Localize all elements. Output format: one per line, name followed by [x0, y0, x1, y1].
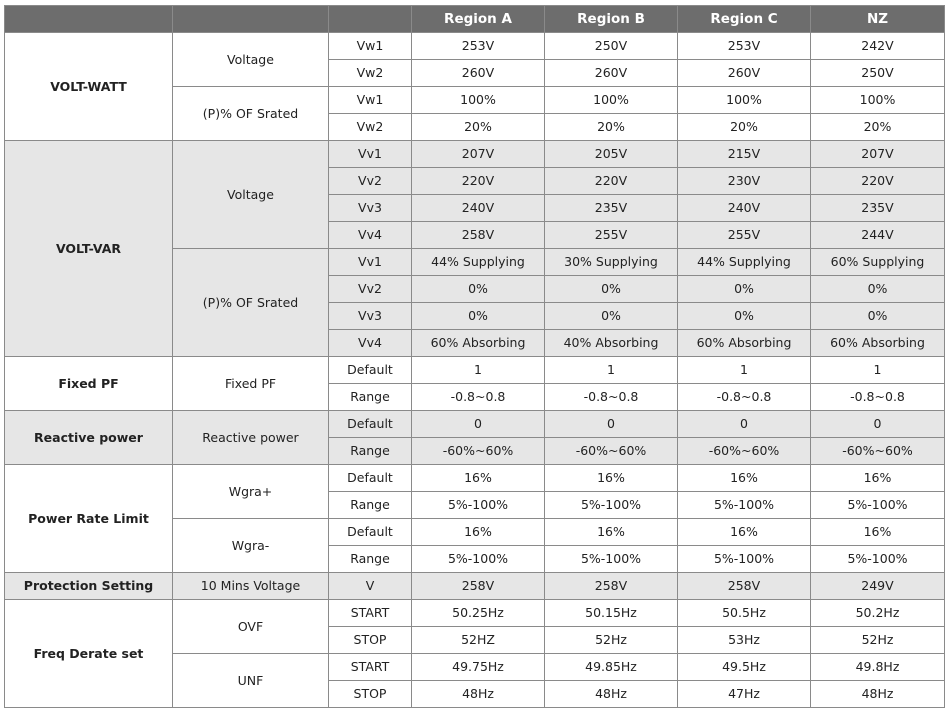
value-cell: 49.75Hz — [412, 654, 545, 681]
value-cell: 16% — [811, 465, 945, 492]
value-cell: 0 — [811, 411, 945, 438]
param-cell: Default — [329, 357, 412, 384]
value-cell: 100% — [545, 87, 678, 114]
table-row — [5, 411, 945, 438]
value-cell: 30% Supplying — [545, 249, 678, 276]
param-cell: STOP — [329, 627, 412, 654]
value-cell: 0% — [412, 303, 545, 330]
param-cell: START — [329, 654, 412, 681]
header-blank-cell — [329, 6, 412, 33]
value-cell: -0.8~0.8 — [678, 384, 811, 411]
group-label: (P)% OF Srated — [173, 87, 329, 141]
value-cell: 60% Absorbing — [678, 330, 811, 357]
section-label: VOLT-WATT — [5, 33, 173, 141]
value-cell: 240V — [678, 195, 811, 222]
table-body — [5, 33, 945, 708]
header-region-b: Region B — [545, 6, 678, 33]
value-cell: 253V — [678, 33, 811, 60]
value-cell: 16% — [545, 465, 678, 492]
section-label: Freq Derate set — [5, 600, 173, 708]
param-cell: Default — [329, 465, 412, 492]
value-cell: 52Hz — [545, 627, 678, 654]
value-cell: 260V — [678, 60, 811, 87]
value-cell: 50.5Hz — [678, 600, 811, 627]
value-cell: -0.8~0.8 — [412, 384, 545, 411]
group-label: Fixed PF — [173, 357, 329, 411]
section-label: Fixed PF — [5, 357, 173, 411]
group-label: OVF — [173, 600, 329, 654]
value-cell: 44% Supplying — [678, 249, 811, 276]
param-cell: Vw1 — [329, 87, 412, 114]
param-cell: Vv3 — [329, 195, 412, 222]
param-cell: V — [329, 573, 412, 600]
value-cell: 0% — [545, 276, 678, 303]
param-cell: Vw2 — [329, 60, 412, 87]
value-cell: 1 — [678, 357, 811, 384]
value-cell: 20% — [678, 114, 811, 141]
value-cell: 5%-100% — [678, 546, 811, 573]
section-label: Reactive power — [5, 411, 173, 465]
header-region-a: Region A — [412, 6, 545, 33]
value-cell: 20% — [545, 114, 678, 141]
value-cell: -0.8~0.8 — [545, 384, 678, 411]
value-cell: 253V — [412, 33, 545, 60]
param-cell: Vv2 — [329, 276, 412, 303]
value-cell: 48Hz — [545, 681, 678, 708]
value-cell: 207V — [811, 141, 945, 168]
value-cell: 52HZ — [412, 627, 545, 654]
value-cell: 48Hz — [412, 681, 545, 708]
value-cell: 250V — [811, 60, 945, 87]
value-cell: 49.85Hz — [545, 654, 678, 681]
value-cell: 50.25Hz — [412, 600, 545, 627]
value-cell: 52Hz — [811, 627, 945, 654]
section-label: Power Rate Limit — [5, 465, 173, 573]
value-cell: 47Hz — [678, 681, 811, 708]
value-cell: 48Hz — [811, 681, 945, 708]
value-cell: 60% Absorbing — [412, 330, 545, 357]
value-cell: 255V — [545, 222, 678, 249]
value-cell: 220V — [412, 168, 545, 195]
header-blank-cell — [173, 6, 329, 33]
header-blank-cell — [5, 6, 173, 33]
value-cell: -0.8~0.8 — [811, 384, 945, 411]
header-row — [5, 6, 945, 33]
value-cell: 5%-100% — [811, 492, 945, 519]
value-cell: 255V — [678, 222, 811, 249]
value-cell: 100% — [412, 87, 545, 114]
param-cell: Vw1 — [329, 33, 412, 60]
value-cell: 249V — [811, 573, 945, 600]
value-cell: 0% — [811, 303, 945, 330]
value-cell: 20% — [811, 114, 945, 141]
value-cell: 60% Supplying — [811, 249, 945, 276]
value-cell: 250V — [545, 33, 678, 60]
table-row — [5, 573, 945, 600]
value-cell: 207V — [412, 141, 545, 168]
value-cell: 60% Absorbing — [811, 330, 945, 357]
value-cell: 5%-100% — [545, 492, 678, 519]
value-cell: 235V — [545, 195, 678, 222]
value-cell: 0% — [811, 276, 945, 303]
value-cell: 50.15Hz — [545, 600, 678, 627]
value-cell: 16% — [545, 519, 678, 546]
value-cell: 260V — [545, 60, 678, 87]
value-cell: 0% — [678, 276, 811, 303]
value-cell: 220V — [545, 168, 678, 195]
value-cell: 220V — [811, 168, 945, 195]
param-cell: START — [329, 600, 412, 627]
value-cell: 100% — [678, 87, 811, 114]
group-label: UNF — [173, 654, 329, 708]
value-cell: 49.8Hz — [811, 654, 945, 681]
value-cell: 260V — [412, 60, 545, 87]
value-cell: 240V — [412, 195, 545, 222]
table-row — [5, 600, 945, 627]
group-label: Voltage — [173, 141, 329, 249]
value-cell: 258V — [412, 573, 545, 600]
param-cell: Default — [329, 519, 412, 546]
value-cell: 44% Supplying — [412, 249, 545, 276]
param-cell: Vv2 — [329, 168, 412, 195]
value-cell: 235V — [811, 195, 945, 222]
param-cell: Vv4 — [329, 330, 412, 357]
value-cell: 5%-100% — [811, 546, 945, 573]
value-cell: 53Hz — [678, 627, 811, 654]
value-cell: 0% — [545, 303, 678, 330]
value-cell: 40% Absorbing — [545, 330, 678, 357]
table-row — [5, 33, 945, 60]
value-cell: 16% — [412, 519, 545, 546]
value-cell: 5%-100% — [412, 492, 545, 519]
value-cell: 0 — [412, 411, 545, 438]
value-cell: 258V — [678, 573, 811, 600]
value-cell: -60%~60% — [545, 438, 678, 465]
header-nz: NZ — [811, 6, 945, 33]
value-cell: 5%-100% — [545, 546, 678, 573]
value-cell: 1 — [412, 357, 545, 384]
param-cell: Vv1 — [329, 249, 412, 276]
group-label: (P)% OF Srated — [173, 249, 329, 357]
group-label: Reactive power — [173, 411, 329, 465]
value-cell: 215V — [678, 141, 811, 168]
value-cell: -60%~60% — [412, 438, 545, 465]
value-cell: 258V — [545, 573, 678, 600]
param-cell: Vv4 — [329, 222, 412, 249]
value-cell: 50.2Hz — [811, 600, 945, 627]
value-cell: 242V — [811, 33, 945, 60]
param-cell: Range — [329, 546, 412, 573]
value-cell: 5%-100% — [412, 546, 545, 573]
section-label: Protection Setting — [5, 573, 173, 600]
value-cell: 0 — [678, 411, 811, 438]
param-cell: Range — [329, 438, 412, 465]
value-cell: 16% — [811, 519, 945, 546]
section-label: VOLT-VAR — [5, 141, 173, 357]
group-label: 10 Mins Voltage — [173, 573, 329, 600]
param-cell: STOP — [329, 681, 412, 708]
table-row — [5, 141, 945, 168]
value-cell: 0 — [545, 411, 678, 438]
value-cell: -60%~60% — [811, 438, 945, 465]
value-cell: 1 — [545, 357, 678, 384]
value-cell: 205V — [545, 141, 678, 168]
value-cell: 0% — [678, 303, 811, 330]
param-cell: Range — [329, 492, 412, 519]
value-cell: 16% — [678, 465, 811, 492]
param-cell: Default — [329, 411, 412, 438]
table-row — [5, 465, 945, 492]
group-label: Wgra- — [173, 519, 329, 573]
group-label: Wgra+ — [173, 465, 329, 519]
settings-table — [4, 5, 945, 708]
group-label: Voltage — [173, 33, 329, 87]
value-cell: -60%~60% — [678, 438, 811, 465]
value-cell: 258V — [412, 222, 545, 249]
value-cell: 49.5Hz — [678, 654, 811, 681]
value-cell: 16% — [412, 465, 545, 492]
param-cell: Vv1 — [329, 141, 412, 168]
value-cell: 16% — [678, 519, 811, 546]
value-cell: 100% — [811, 87, 945, 114]
value-cell: 230V — [678, 168, 811, 195]
param-cell: Vw2 — [329, 114, 412, 141]
value-cell: 0% — [412, 276, 545, 303]
param-cell: Vv3 — [329, 303, 412, 330]
header-region-c: Region C — [678, 6, 811, 33]
table-row — [5, 357, 945, 384]
param-cell: Range — [329, 384, 412, 411]
value-cell: 20% — [412, 114, 545, 141]
value-cell: 244V — [811, 222, 945, 249]
value-cell: 5%-100% — [678, 492, 811, 519]
value-cell: 1 — [811, 357, 945, 384]
